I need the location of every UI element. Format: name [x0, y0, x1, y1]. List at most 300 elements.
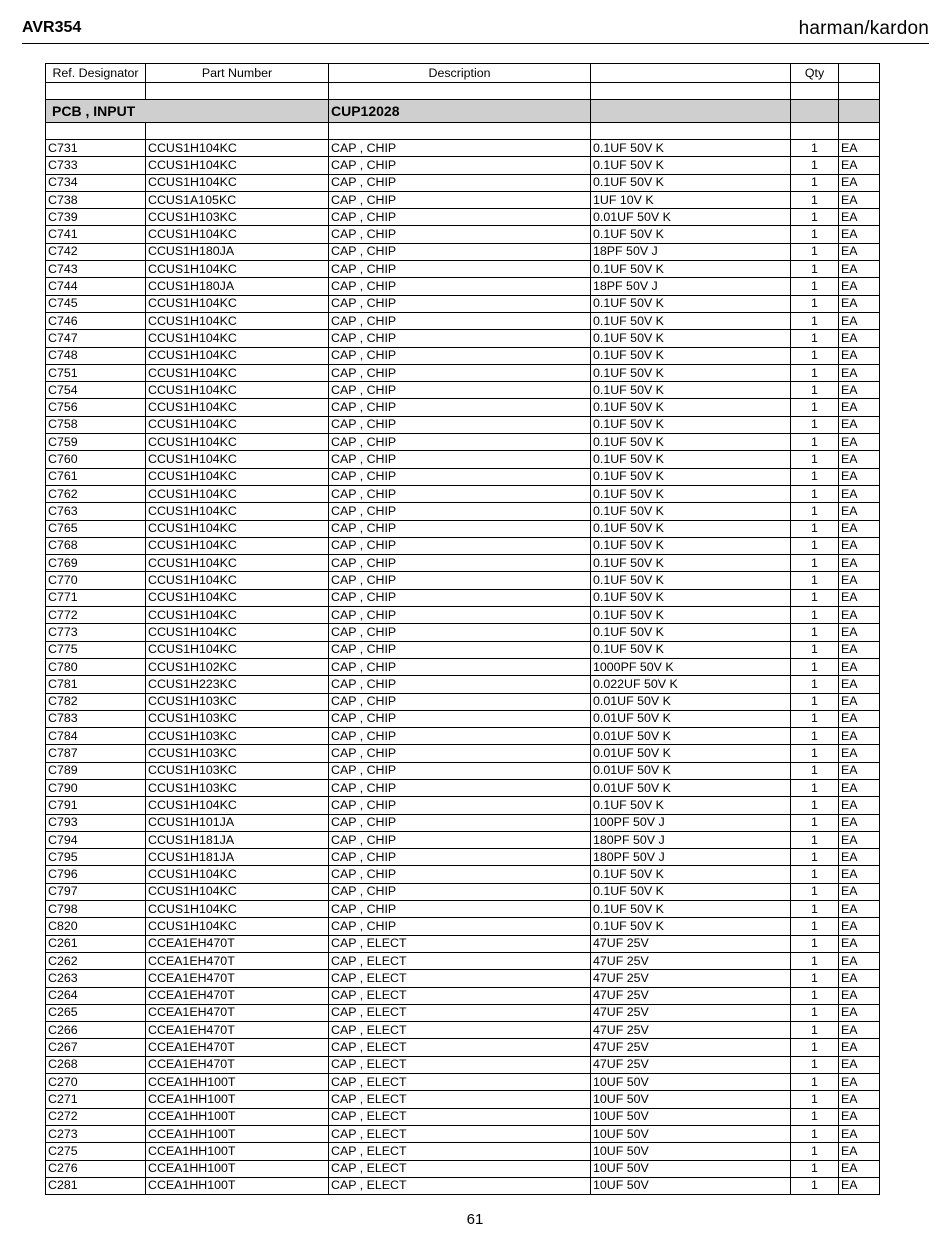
part-number-cell: CCUS1H101JA	[146, 814, 329, 831]
description-cell: CAP , ELECT	[329, 1143, 591, 1160]
table-row	[46, 710, 880, 727]
unit-cell: EA	[839, 987, 880, 1004]
ref-designator-cell: C790	[46, 779, 146, 796]
ref-designator-cell: C759	[46, 434, 146, 451]
value-cell: 0.1UF 50V K	[591, 399, 791, 416]
part-number-cell: CCUS1H102KC	[146, 658, 329, 675]
description-cell: CAP , CHIP	[329, 503, 591, 520]
unit-cell: EA	[839, 416, 880, 433]
table-row	[46, 555, 880, 572]
value-cell: 0.01UF 50V K	[591, 728, 791, 745]
value-cell: 1UF 10V K	[591, 191, 791, 208]
qty-cell: 1	[791, 434, 839, 451]
unit-cell: EA	[839, 607, 880, 624]
part-number-cell: CCUS1H180JA	[146, 278, 329, 295]
description-cell: CAP , CHIP	[329, 831, 591, 848]
value-cell: 0.1UF 50V K	[591, 641, 791, 658]
qty-cell: 1	[791, 952, 839, 969]
unit-cell: EA	[839, 520, 880, 537]
ref-designator-cell: C263	[46, 970, 146, 987]
value-cell: 10UF 50V	[591, 1125, 791, 1142]
description-cell: CAP , CHIP	[329, 416, 591, 433]
description-cell: CAP , CHIP	[329, 209, 591, 226]
description-cell: CAP , CHIP	[329, 693, 591, 710]
description-cell: CAP , CHIP	[329, 468, 591, 485]
column-header-unit	[839, 64, 880, 83]
part-number-cell: CCUS1H104KC	[146, 572, 329, 589]
part-number-cell: CCUS1H103KC	[146, 209, 329, 226]
qty-cell: 1	[791, 779, 839, 796]
qty-cell: 1	[791, 728, 839, 745]
unit-cell: EA	[839, 191, 880, 208]
table-row	[46, 797, 880, 814]
value-cell: 0.1UF 50V K	[591, 295, 791, 312]
unit-cell: EA	[839, 797, 880, 814]
description-cell: CAP , CHIP	[329, 364, 591, 381]
description-cell: CAP , CHIP	[329, 243, 591, 260]
description-cell: CAP , CHIP	[329, 399, 591, 416]
qty-cell: 1	[791, 814, 839, 831]
page-number: 61	[466, 1211, 484, 1228]
section-title: PCB , INPUT	[46, 100, 329, 123]
part-number-cell: CCUS1H104KC	[146, 883, 329, 900]
ref-designator-cell: C744	[46, 278, 146, 295]
unit-cell: EA	[839, 140, 880, 157]
value-cell: 0.1UF 50V K	[591, 261, 791, 278]
table-row	[46, 243, 880, 260]
unit-cell: EA	[839, 762, 880, 779]
table-row	[46, 1108, 880, 1125]
value-cell: 10UF 50V	[591, 1177, 791, 1194]
unit-cell: EA	[839, 693, 880, 710]
part-number-cell: CCUS1H104KC	[146, 295, 329, 312]
description-cell: CAP , CHIP	[329, 641, 591, 658]
part-number-cell: CCUS1H104KC	[146, 607, 329, 624]
description-cell: CAP , CHIP	[329, 710, 591, 727]
part-number-cell: CCUS1H104KC	[146, 140, 329, 157]
table-row	[46, 468, 880, 485]
part-number-cell: CCUS1H104KC	[146, 330, 329, 347]
table-row	[46, 382, 880, 399]
column-header-description: Description	[329, 64, 591, 83]
part-number-cell: CCUS1H181JA	[146, 831, 329, 848]
description-cell: CAP , CHIP	[329, 226, 591, 243]
value-cell: 47UF 25V	[591, 935, 791, 952]
unit-cell: EA	[839, 347, 880, 364]
part-number-cell: CCEA1HH100T	[146, 1091, 329, 1108]
value-cell: 10UF 50V	[591, 1108, 791, 1125]
table-row	[46, 278, 880, 295]
qty-cell: 1	[791, 970, 839, 987]
qty-cell: 1	[791, 1004, 839, 1021]
unit-cell: EA	[839, 434, 880, 451]
ref-designator-cell: C770	[46, 572, 146, 589]
qty-cell: 1	[791, 1091, 839, 1108]
value-cell: 0.1UF 50V K	[591, 901, 791, 918]
value-cell: 1000PF 50V K	[591, 658, 791, 675]
value-cell: 0.1UF 50V K	[591, 140, 791, 157]
ref-designator-cell: C762	[46, 485, 146, 502]
qty-cell: 1	[791, 261, 839, 278]
qty-cell: 1	[791, 866, 839, 883]
table-row	[46, 970, 880, 987]
ref-designator-cell: C794	[46, 831, 146, 848]
unit-cell: EA	[839, 935, 880, 952]
page-header	[22, 16, 929, 44]
description-cell: CAP , ELECT	[329, 1125, 591, 1142]
ref-designator-cell: C746	[46, 312, 146, 329]
part-number-cell: CCEA1HH100T	[146, 1177, 329, 1194]
part-number-cell: CCUS1H104KC	[146, 866, 329, 883]
qty-cell: 1	[791, 243, 839, 260]
part-number-cell: CCEA1EH470T	[146, 1039, 329, 1056]
qty-cell: 1	[791, 1125, 839, 1142]
value-cell: 10UF 50V	[591, 1074, 791, 1091]
table-row	[46, 779, 880, 796]
unit-cell: EA	[839, 572, 880, 589]
table-row	[46, 451, 880, 468]
table-row	[46, 952, 880, 969]
table-row	[46, 1125, 880, 1142]
table-row	[46, 1022, 880, 1039]
value-cell: 47UF 25V	[591, 1039, 791, 1056]
qty-cell: 1	[791, 226, 839, 243]
ref-designator-cell: C760	[46, 451, 146, 468]
ref-designator-cell: C733	[46, 157, 146, 174]
part-number-cell: CCUS1H104KC	[146, 174, 329, 191]
qty-cell: 1	[791, 416, 839, 433]
value-cell: 18PF 50V J	[591, 278, 791, 295]
value-cell: 0.01UF 50V K	[591, 779, 791, 796]
value-cell: 0.1UF 50V K	[591, 537, 791, 554]
table-row	[46, 831, 880, 848]
table-row	[46, 1004, 880, 1021]
part-number-cell: CCUS1H104KC	[146, 434, 329, 451]
ref-designator-cell: C745	[46, 295, 146, 312]
table-row	[46, 814, 880, 831]
unit-cell: EA	[839, 1143, 880, 1160]
ref-designator-cell: C262	[46, 952, 146, 969]
unit-cell: EA	[839, 330, 880, 347]
table-row	[46, 485, 880, 502]
part-number-cell: CCEA1EH470T	[146, 935, 329, 952]
part-number-cell: CCEA1EH470T	[146, 952, 329, 969]
table-row	[46, 624, 880, 641]
description-cell: CAP , ELECT	[329, 1177, 591, 1194]
value-cell: 0.1UF 50V K	[591, 555, 791, 572]
unit-cell: EA	[839, 1039, 880, 1056]
unit-cell: EA	[839, 883, 880, 900]
description-cell: CAP , CHIP	[329, 451, 591, 468]
ref-designator-cell: C265	[46, 1004, 146, 1021]
qty-cell: 1	[791, 797, 839, 814]
value-cell: 0.1UF 50V K	[591, 883, 791, 900]
part-number-cell: CCUS1H104KC	[146, 624, 329, 641]
part-number-cell: CCUS1H104KC	[146, 312, 329, 329]
value-cell: 100PF 50V J	[591, 814, 791, 831]
unit-cell: EA	[839, 243, 880, 260]
description-cell: CAP , CHIP	[329, 312, 591, 329]
ref-designator-cell: C795	[46, 849, 146, 866]
part-number-cell: CCUS1H103KC	[146, 779, 329, 796]
value-cell: 0.1UF 50V K	[591, 330, 791, 347]
description-cell: CAP , ELECT	[329, 952, 591, 969]
unit-cell: EA	[839, 399, 880, 416]
qty-cell: 1	[791, 347, 839, 364]
value-cell: 10UF 50V	[591, 1143, 791, 1160]
part-number-cell: CCEA1EH470T	[146, 970, 329, 987]
value-cell: 0.1UF 50V K	[591, 468, 791, 485]
description-cell: CAP , CHIP	[329, 382, 591, 399]
model-name: AVR354	[22, 19, 82, 36]
table-row	[46, 140, 880, 157]
part-number-cell: CCUS1H103KC	[146, 762, 329, 779]
unit-cell: EA	[839, 710, 880, 727]
value-cell: 47UF 25V	[591, 970, 791, 987]
unit-cell: EA	[839, 1004, 880, 1021]
value-cell: 47UF 25V	[591, 952, 791, 969]
value-cell: 0.1UF 50V K	[591, 226, 791, 243]
spacer-row	[46, 83, 880, 100]
section-row	[46, 100, 880, 123]
qty-cell: 1	[791, 987, 839, 1004]
table-row	[46, 1177, 880, 1194]
table-row	[46, 157, 880, 174]
value-cell: 0.01UF 50V K	[591, 710, 791, 727]
value-cell: 0.01UF 50V K	[591, 762, 791, 779]
unit-cell: EA	[839, 918, 880, 935]
description-cell: CAP , CHIP	[329, 589, 591, 606]
value-cell: 0.1UF 50V K	[591, 174, 791, 191]
ref-designator-cell: C771	[46, 589, 146, 606]
table-row	[46, 520, 880, 537]
description-cell: CAP , ELECT	[329, 1004, 591, 1021]
part-number-cell: CCUS1H103KC	[146, 710, 329, 727]
table-row	[46, 209, 880, 226]
description-cell: CAP , ELECT	[329, 935, 591, 952]
part-number-cell: CCUS1H104KC	[146, 555, 329, 572]
part-number-cell: CCUS1H104KC	[146, 503, 329, 520]
unit-cell: EA	[839, 364, 880, 381]
part-number-cell: CCUS1H223KC	[146, 676, 329, 693]
ref-designator-cell: C781	[46, 676, 146, 693]
description-cell: CAP , CHIP	[329, 572, 591, 589]
description-cell: CAP , CHIP	[329, 901, 591, 918]
ref-designator-cell: C281	[46, 1177, 146, 1194]
unit-cell: EA	[839, 485, 880, 502]
part-number-cell: CCEA1HH100T	[146, 1143, 329, 1160]
part-number-cell: CCUS1H103KC	[146, 728, 329, 745]
description-cell: CAP , CHIP	[329, 278, 591, 295]
brand-logo: harman/kardon	[798, 18, 929, 39]
description-cell: CAP , CHIP	[329, 295, 591, 312]
unit-cell: EA	[839, 555, 880, 572]
unit-cell: EA	[839, 901, 880, 918]
qty-cell: 1	[791, 140, 839, 157]
ref-designator-cell: C754	[46, 382, 146, 399]
ref-designator-cell: C773	[46, 624, 146, 641]
unit-cell: EA	[839, 814, 880, 831]
ref-designator-cell: C768	[46, 537, 146, 554]
unit-cell: EA	[839, 174, 880, 191]
ref-designator-cell: C261	[46, 935, 146, 952]
unit-cell: EA	[839, 1056, 880, 1073]
value-cell: 0.1UF 50V K	[591, 485, 791, 502]
table-row	[46, 503, 880, 520]
qty-cell: 1	[791, 693, 839, 710]
qty-cell: 1	[791, 849, 839, 866]
description-cell: CAP , CHIP	[329, 745, 591, 762]
value-cell: 0.1UF 50V K	[591, 416, 791, 433]
table-row	[46, 1143, 880, 1160]
unit-cell: EA	[839, 1022, 880, 1039]
table-row	[46, 347, 880, 364]
unit-cell: EA	[839, 831, 880, 848]
unit-cell: EA	[839, 641, 880, 658]
qty-cell: 1	[791, 762, 839, 779]
ref-designator-cell: C783	[46, 710, 146, 727]
description-cell: CAP , CHIP	[329, 434, 591, 451]
value-cell: 0.01UF 50V K	[591, 693, 791, 710]
ref-designator-cell: C270	[46, 1074, 146, 1091]
value-cell: 0.1UF 50V K	[591, 797, 791, 814]
description-cell: CAP , CHIP	[329, 849, 591, 866]
table-row	[46, 572, 880, 589]
description-cell: CAP , CHIP	[329, 797, 591, 814]
qty-cell: 1	[791, 191, 839, 208]
table-row	[46, 693, 880, 710]
description-cell: CAP , CHIP	[329, 762, 591, 779]
ref-designator-cell: C761	[46, 468, 146, 485]
unit-cell: EA	[839, 849, 880, 866]
qty-cell: 1	[791, 624, 839, 641]
table-row	[46, 399, 880, 416]
part-number-cell: CCUS1H104KC	[146, 901, 329, 918]
qty-cell: 1	[791, 831, 839, 848]
part-number-cell: CCUS1H104KC	[146, 382, 329, 399]
ref-designator-cell: C275	[46, 1143, 146, 1160]
unit-cell: EA	[839, 1074, 880, 1091]
qty-cell: 1	[791, 935, 839, 952]
unit-cell: EA	[839, 503, 880, 520]
value-cell: 0.1UF 50V K	[591, 347, 791, 364]
value-cell: 10UF 50V	[591, 1160, 791, 1177]
unit-cell: EA	[839, 624, 880, 641]
part-number-cell: CCEA1HH100T	[146, 1074, 329, 1091]
unit-cell: EA	[839, 779, 880, 796]
part-number-cell: CCUS1H104KC	[146, 641, 329, 658]
qty-cell: 1	[791, 1143, 839, 1160]
parts-list-table	[45, 63, 880, 1195]
description-cell: CAP , CHIP	[329, 174, 591, 191]
description-cell: CAP , ELECT	[329, 1074, 591, 1091]
table-row	[46, 728, 880, 745]
value-cell: 47UF 25V	[591, 1004, 791, 1021]
description-cell: CAP , ELECT	[329, 987, 591, 1004]
description-cell: CAP , ELECT	[329, 1056, 591, 1073]
part-number-cell: CCUS1H103KC	[146, 745, 329, 762]
value-cell: 0.1UF 50V K	[591, 312, 791, 329]
value-cell: 0.1UF 50V K	[591, 918, 791, 935]
ref-designator-cell: C741	[46, 226, 146, 243]
unit-cell: EA	[839, 728, 880, 745]
ref-designator-cell: C798	[46, 901, 146, 918]
qty-cell: 1	[791, 157, 839, 174]
ref-designator-cell: C264	[46, 987, 146, 1004]
qty-cell: 1	[791, 399, 839, 416]
qty-cell: 1	[791, 710, 839, 727]
ref-designator-cell: C791	[46, 797, 146, 814]
description-cell: CAP , CHIP	[329, 814, 591, 831]
description-cell: CAP , CHIP	[329, 485, 591, 502]
table-row	[46, 226, 880, 243]
description-cell: CAP , ELECT	[329, 970, 591, 987]
table-row	[46, 641, 880, 658]
qty-cell: 1	[791, 1177, 839, 1194]
part-number-cell: CCUS1H103KC	[146, 693, 329, 710]
ref-designator-cell: C796	[46, 866, 146, 883]
ref-designator-cell: C742	[46, 243, 146, 260]
qty-cell: 1	[791, 364, 839, 381]
table-row	[46, 987, 880, 1004]
description-cell: CAP , CHIP	[329, 520, 591, 537]
qty-cell: 1	[791, 1039, 839, 1056]
part-number-cell: CCUS1H104KC	[146, 451, 329, 468]
description-cell: CAP , CHIP	[329, 676, 591, 693]
column-header-part-number: Part Number	[146, 64, 329, 83]
table-row	[46, 883, 880, 900]
ref-designator-cell: C784	[46, 728, 146, 745]
ref-designator-cell: C268	[46, 1056, 146, 1073]
column-header-qty: Qty	[791, 64, 839, 83]
part-number-cell: CCUS1A105KC	[146, 191, 329, 208]
ref-designator-cell: C271	[46, 1091, 146, 1108]
qty-cell: 1	[791, 1022, 839, 1039]
table-row	[46, 676, 880, 693]
table-row	[46, 191, 880, 208]
column-header-ref-designator: Ref. Designator	[46, 64, 146, 83]
description-cell: CAP , CHIP	[329, 866, 591, 883]
qty-cell: 1	[791, 537, 839, 554]
value-cell: 47UF 25V	[591, 1022, 791, 1039]
qty-cell: 1	[791, 589, 839, 606]
part-number-cell: CCEA1HH100T	[146, 1160, 329, 1177]
qty-cell: 1	[791, 572, 839, 589]
ref-designator-cell: C276	[46, 1160, 146, 1177]
unit-cell: EA	[839, 745, 880, 762]
description-cell: CAP , CHIP	[329, 330, 591, 347]
part-number-cell: CCUS1H104KC	[146, 416, 329, 433]
qty-cell: 1	[791, 382, 839, 399]
part-number-cell: CCUS1H104KC	[146, 918, 329, 935]
unit-cell: EA	[839, 278, 880, 295]
description-cell: CAP , CHIP	[329, 261, 591, 278]
unit-cell: EA	[839, 261, 880, 278]
unit-cell: EA	[839, 157, 880, 174]
part-number-cell: CCUS1H104KC	[146, 226, 329, 243]
description-cell: CAP , ELECT	[329, 1039, 591, 1056]
table-row	[46, 434, 880, 451]
value-cell: 47UF 25V	[591, 987, 791, 1004]
qty-cell: 1	[791, 295, 839, 312]
value-cell: 0.022UF 50V K	[591, 676, 791, 693]
part-number-cell: CCUS1H104KC	[146, 485, 329, 502]
value-cell: 10UF 50V	[591, 1091, 791, 1108]
part-number-cell: CCUS1H104KC	[146, 347, 329, 364]
description-cell: CAP , CHIP	[329, 607, 591, 624]
description-cell: CAP , CHIP	[329, 347, 591, 364]
table-row	[46, 312, 880, 329]
